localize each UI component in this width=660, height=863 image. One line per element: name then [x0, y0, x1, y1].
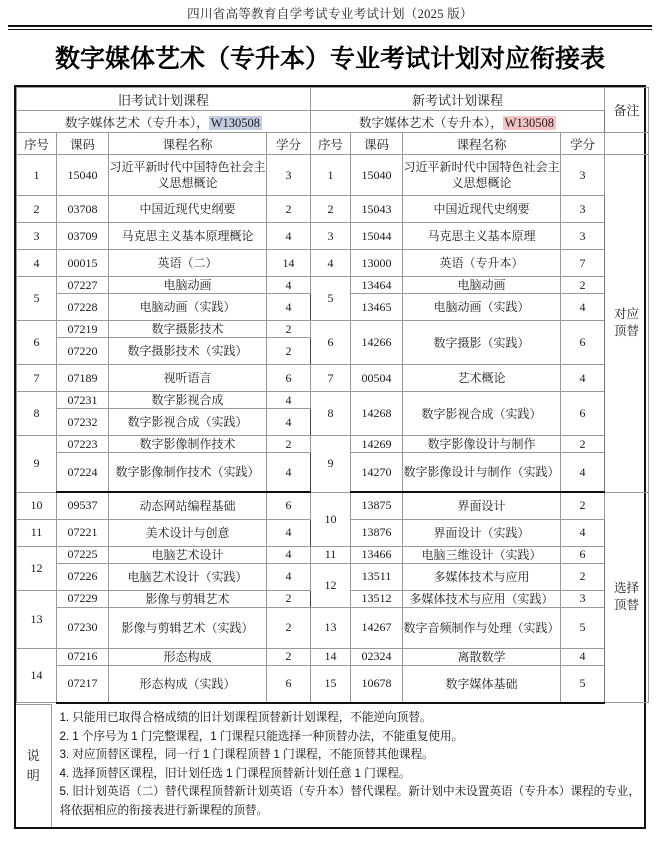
- cell-new-name: 数字影视合成（实践）: [403, 392, 561, 436]
- cell-old-code: 00015: [57, 250, 109, 277]
- cell-new-credit: 2: [561, 492, 605, 519]
- remark-corresponding-line1: 对应: [614, 307, 640, 322]
- cell-new-code: 14270: [351, 453, 403, 493]
- cell-new-code: 14269: [351, 436, 403, 453]
- cell-old-sn: 14: [17, 648, 57, 703]
- cell-old-code: 03708: [57, 196, 109, 223]
- note-item: 5. 旧计划英语（二）替代课程顶替新计划英语（专升本）替代课程。新计划中未设置英语（专升本）课程的专业，将依据相应的衔接表进行新课程的顶替。: [59, 785, 640, 817]
- cell-old-code: 07226: [57, 563, 109, 590]
- col-new-code: 课码: [351, 133, 403, 155]
- cell-new-sn: 10: [311, 492, 351, 546]
- cell-old-name: 形态构成: [109, 648, 267, 665]
- cell-new-name: 数字媒体基础: [403, 665, 561, 703]
- cell-new-sn: 15: [311, 665, 351, 703]
- remark-header: 备注: [605, 88, 649, 133]
- cell-new-sn: 2: [311, 196, 351, 223]
- cell-new-sn: 9: [311, 436, 351, 493]
- cell-new-name: 马克思主义基本原理: [403, 223, 561, 250]
- cell-old-sn: 3: [17, 223, 57, 250]
- cell-old-code: 15040: [57, 155, 109, 196]
- cell-old-name: 电脑动画（实践）: [109, 294, 267, 321]
- cell-old-code: 07231: [57, 392, 109, 409]
- col-old-name: 课程名称: [109, 133, 267, 155]
- cell-old-credit: 6: [267, 665, 311, 703]
- cell-old-credit: 2: [267, 436, 311, 453]
- cell-new-sn: 1: [311, 155, 351, 196]
- cell-old-code: 07227: [57, 277, 109, 294]
- cell-new-name: 电脑动画: [403, 277, 561, 294]
- cell-old-sn: 10: [17, 492, 57, 519]
- cell-new-code: 13511: [351, 563, 403, 590]
- cell-old-credit: 4: [267, 294, 311, 321]
- cell-new-code: 13875: [351, 492, 403, 519]
- table-row: [17, 607, 649, 648]
- cell-new-code: 13465: [351, 294, 403, 321]
- new-major-label: 数字媒体艺术（专升本），: [358, 115, 503, 130]
- cell-old-sn: 4: [17, 250, 57, 277]
- cell-new-credit: 4: [561, 519, 605, 546]
- cell-old-code: 07216: [57, 648, 109, 665]
- cell-new-name: 数字影像设计与制作: [403, 436, 561, 453]
- old-plan-header: 旧考试计划课程: [17, 88, 311, 111]
- cell-old-sn: 2: [17, 196, 57, 223]
- cell-old-name: 数字影像制作技术（实践）: [109, 453, 267, 493]
- cell-old-code: 07221: [57, 519, 109, 546]
- cell-old-credit: 6: [267, 492, 311, 519]
- cell-old-sn: 7: [17, 365, 57, 392]
- cell-old-name: 习近平新时代中国特色社会主义思想概论: [109, 155, 267, 196]
- col-old-credit: 学分: [267, 133, 311, 155]
- cell-old-name: 英语（二）: [109, 250, 267, 277]
- cell-old-credit: 2: [267, 648, 311, 665]
- cell-new-credit: 3: [561, 196, 605, 223]
- old-major-label: 数字媒体艺术（专升本），: [64, 115, 209, 130]
- cell-new-code: 15043: [351, 196, 403, 223]
- table-row: [17, 223, 649, 250]
- cell-old-sn: 9: [17, 436, 57, 493]
- page-title: 数字媒体艺术（专升本）专业考试计划对应衔接表: [54, 46, 605, 73]
- cell-old-credit: 4: [267, 519, 311, 546]
- cell-new-credit: 4: [561, 453, 605, 493]
- cell-new-credit: 4: [561, 365, 605, 392]
- cell-new-code: 14267: [351, 607, 403, 648]
- cell-old-sn: 1: [17, 155, 57, 196]
- cell-new-name: 英语（专升本）: [403, 250, 561, 277]
- cell-new-sn: 12: [311, 563, 351, 607]
- cell-new-sn: 4: [311, 250, 351, 277]
- cell-old-credit: 2: [267, 590, 311, 607]
- cell-new-code: 00504: [351, 365, 403, 392]
- cell-new-name: 多媒体技术与应用: [403, 563, 561, 590]
- cell-old-code: 07219: [57, 321, 109, 338]
- cell-old-credit: 4: [267, 277, 311, 294]
- cell-old-code: 07224: [57, 453, 109, 493]
- cell-new-name: 界面设计: [403, 492, 561, 519]
- cell-old-credit: 2: [267, 338, 311, 365]
- cell-new-code: 13876: [351, 519, 403, 546]
- table-row: [17, 392, 649, 409]
- cell-new-sn: 13: [311, 607, 351, 648]
- cell-old-name: 数字摄影技术: [109, 321, 267, 338]
- cell-old-name: 影像与剪辑艺术（实践）: [109, 607, 267, 648]
- cell-old-name: 电脑艺术设计（实践）: [109, 563, 267, 590]
- table-column-header: [17, 133, 649, 155]
- cell-old-credit: 4: [267, 223, 311, 250]
- cell-new-code: 14266: [351, 321, 403, 365]
- cell-new-credit: 6: [561, 321, 605, 365]
- cell-new-credit: 5: [561, 665, 605, 703]
- cell-old-credit: 6: [267, 365, 311, 392]
- cell-new-name: 多媒体技术与应用（实践）: [403, 590, 561, 607]
- note-item: 2. 1 个序号为 1 门完整课程，1 门课程只能选择一种顶替办法，不能重复使用。: [59, 729, 464, 743]
- table-row: [17, 492, 649, 519]
- running-head: 四川省高等教育自学考试专业考试计划（2025 版）: [187, 7, 473, 21]
- cell-new-credit: 2: [561, 436, 605, 453]
- cell-old-code: 07225: [57, 546, 109, 563]
- cell-new-name: 习近平新时代中国特色社会主义思想概论: [403, 155, 561, 196]
- cell-new-name: 电脑动画（实践）: [403, 294, 561, 321]
- cell-old-sn: 13: [17, 590, 57, 648]
- remark-corresponding: [605, 155, 649, 493]
- cell-new-credit: 4: [561, 648, 605, 665]
- notes-label: [15, 704, 51, 828]
- col-new-credit: 学分: [561, 133, 605, 155]
- remark-selective-line2: 顶替: [614, 598, 640, 613]
- cell-new-name: 数字影像设计与制作（实践）: [403, 453, 561, 493]
- cell-new-name: 艺术概论: [403, 365, 561, 392]
- cell-new-sn: 3: [311, 223, 351, 250]
- cell-new-credit: 6: [561, 546, 605, 563]
- comparison-table-frame: [14, 85, 646, 704]
- cell-old-name: 电脑动画: [109, 277, 267, 294]
- cell-new-credit: 6: [561, 392, 605, 436]
- cell-new-credit: 5: [561, 607, 605, 648]
- remark-selective-line1: 选择: [614, 581, 640, 596]
- cell-old-name: 数字影像制作技术: [109, 436, 267, 453]
- table-major-row: [17, 111, 649, 133]
- cell-new-sn: 6: [311, 321, 351, 365]
- cell-old-code: 07220: [57, 338, 109, 365]
- cell-new-name: 数字音频制作与处理（实践）: [403, 607, 561, 648]
- table-row: [17, 563, 649, 590]
- cell-new-code: 02324: [351, 648, 403, 665]
- table-header-band: [17, 88, 649, 111]
- cell-old-code: 07217: [57, 665, 109, 703]
- col-new-name: 课程名称: [403, 133, 561, 155]
- cell-old-sn: 6: [17, 321, 57, 365]
- cell-old-credit: 4: [267, 392, 311, 409]
- remark-spacer: [605, 133, 649, 155]
- new-major-cell: [311, 111, 605, 133]
- cell-old-name: 影像与剪辑艺术: [109, 590, 267, 607]
- cell-old-name: 数字影视合成: [109, 392, 267, 409]
- cell-new-name: 中国近现代史纲要: [403, 196, 561, 223]
- old-major-cell: [17, 111, 311, 133]
- cell-old-name: 美术设计与创意: [109, 519, 267, 546]
- cell-old-credit: 2: [267, 196, 311, 223]
- cell-new-code: 13512: [351, 590, 403, 607]
- cell-new-credit: 3: [561, 155, 605, 196]
- cell-old-code: 03709: [57, 223, 109, 250]
- cell-new-sn: 8: [311, 392, 351, 436]
- cell-old-credit: 4: [267, 563, 311, 590]
- cell-new-code: 13000: [351, 250, 403, 277]
- remark-corresponding-line2: 顶替: [614, 324, 640, 339]
- cell-old-credit: 4: [267, 453, 311, 493]
- note-item: 3. 对应顶替区课程，同一行 1 门课程顶替 1 门课程，不能顶替其他课程。: [59, 748, 434, 762]
- cell-new-sn: 11: [311, 546, 351, 563]
- cell-new-code: 15044: [351, 223, 403, 250]
- cell-old-name: 中国近现代史纲要: [109, 196, 267, 223]
- cell-old-code: 07223: [57, 436, 109, 453]
- cell-new-name: 数字摄影（实践）: [403, 321, 561, 365]
- table-row: [17, 365, 649, 392]
- notes-label-line2: 明: [26, 767, 40, 783]
- cell-old-sn: 5: [17, 277, 57, 321]
- new-plan-header: 新考试计划课程: [311, 88, 605, 111]
- notes-label-line1: 说: [26, 747, 40, 763]
- cell-old-name: 视听语言: [109, 365, 267, 392]
- cell-old-code: 07232: [57, 409, 109, 436]
- cell-new-name: 离散数学: [403, 648, 561, 665]
- cell-old-code: 07228: [57, 294, 109, 321]
- cell-old-code: 07229: [57, 590, 109, 607]
- table-row: [17, 250, 649, 277]
- cell-old-sn: 11: [17, 519, 57, 546]
- cell-old-credit: 3: [267, 155, 311, 196]
- cell-new-credit: 4: [561, 294, 605, 321]
- table-row: [17, 546, 649, 563]
- cell-new-code: 13464: [351, 277, 403, 294]
- cell-old-credit: 14: [267, 250, 311, 277]
- new-major-code: W130508: [504, 115, 555, 130]
- cell-old-code: 09537: [57, 492, 109, 519]
- cell-old-sn: 12: [17, 546, 57, 590]
- cell-new-name: 电脑三维设计（实践）: [403, 546, 561, 563]
- cell-old-name: 马克思主义基本原理概论: [109, 223, 267, 250]
- cell-new-code: 14268: [351, 392, 403, 436]
- cell-old-name: 数字影视合成（实践）: [109, 409, 267, 436]
- cell-new-credit: 7: [561, 250, 605, 277]
- cell-old-credit: 4: [267, 546, 311, 563]
- cell-old-sn: 8: [17, 392, 57, 436]
- notes-row: [15, 704, 645, 828]
- cell-new-code: 15040: [351, 155, 403, 196]
- cell-new-credit: 3: [561, 590, 605, 607]
- col-old-code: 课码: [57, 133, 109, 155]
- old-major-code: W130508: [210, 115, 261, 130]
- cell-new-code: 13466: [351, 546, 403, 563]
- table-row: [17, 665, 649, 703]
- cell-old-name: 电脑艺术设计: [109, 546, 267, 563]
- note-item: 1. 只能用已取得合格成绩的旧计划课程顶替新计划课程，不能逆向顶替。: [59, 711, 432, 724]
- table-row: [17, 436, 649, 453]
- table-row: [17, 155, 649, 196]
- cell-new-name: 界面设计（实践）: [403, 519, 561, 546]
- notes-table: [14, 704, 646, 829]
- cell-new-code: 10678: [351, 665, 403, 703]
- table-row: [17, 321, 649, 338]
- table-row: [17, 648, 649, 665]
- table-row: [17, 277, 649, 294]
- cell-new-credit: 3: [561, 223, 605, 250]
- table-row: [17, 196, 649, 223]
- cell-old-credit: 2: [267, 321, 311, 338]
- col-old-sn: 序号: [17, 133, 57, 155]
- comparison-table: [16, 87, 649, 704]
- note-item: 4. 选择顶替区课程，旧计划任选 1 门课程顶替新计划任意 1 门课程。: [59, 766, 411, 780]
- cell-new-credit: 2: [561, 563, 605, 590]
- cell-old-code: 07230: [57, 607, 109, 648]
- cell-new-sn: 5: [311, 277, 351, 321]
- cell-old-name: 动态网站编程基础: [109, 492, 267, 519]
- cell-new-sn: 14: [311, 648, 351, 665]
- cell-old-credit: 2: [267, 607, 311, 648]
- cell-old-name: 数字摄影技术（实践）: [109, 338, 267, 365]
- cell-old-name: 形态构成（实践）: [109, 665, 267, 703]
- notes-body: [51, 704, 645, 828]
- col-new-sn: 序号: [311, 133, 351, 155]
- cell-new-sn: 7: [311, 365, 351, 392]
- cell-new-credit: 2: [561, 277, 605, 294]
- remark-selective: [605, 492, 649, 703]
- cell-old-credit: 4: [267, 409, 311, 436]
- cell-old-code: 07189: [57, 365, 109, 392]
